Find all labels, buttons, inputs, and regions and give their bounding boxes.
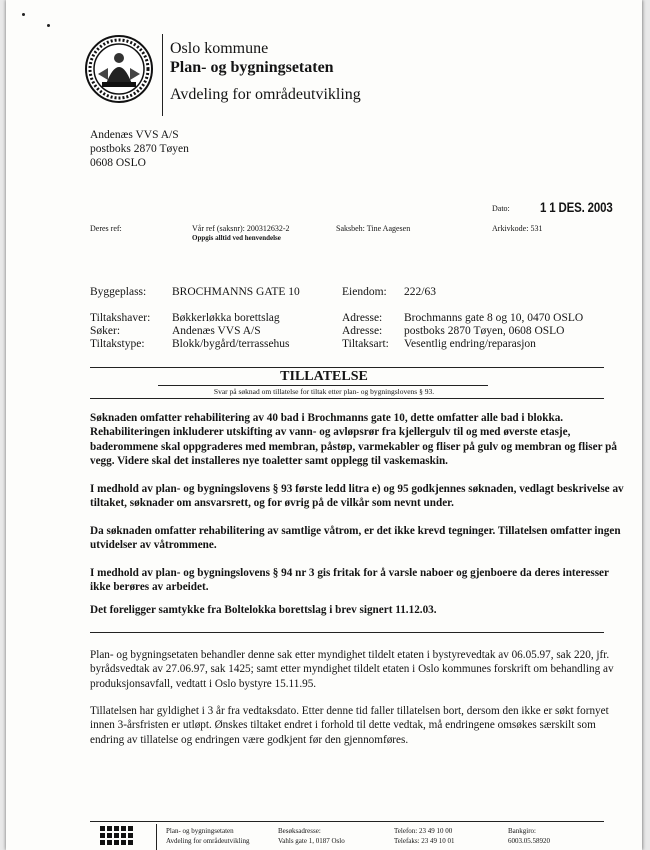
footer-divider — [156, 824, 157, 850]
oppgis-note: Oppgis alltid ved henvendelse — [192, 234, 281, 242]
letter-page — [6, 0, 642, 850]
recipient-address-2: 0608 OSLO — [90, 157, 146, 169]
decision-paragraph: I medhold av plan- og bygningslovens § 93 første ledd litra e) og 95 godkjennes søknaden, vedlagt beskrivelse av tiltaket, søknader om ansvarsrett, og for øvrig på de vilkår som nevnt under. — [90, 483, 624, 510]
adresse-value: postboks 2870 Tøyen, 0608 OSLO — [404, 325, 565, 337]
department-name: Avdeling for områdeutvikling — [170, 86, 361, 103]
soker-value: Andenæs VVS A/S — [172, 325, 261, 337]
tiltaksart-value: Vesentlig endring/reparasjon — [404, 338, 536, 350]
dato-label: Dato: — [492, 204, 510, 213]
tiltakstype-value: Blokk/bygård/terrassehus — [172, 338, 290, 350]
agency-name: Plan- og bygningsetaten — [170, 59, 334, 76]
title-rule-top — [90, 367, 604, 368]
recipient-address-1: postboks 2870 Tøyen — [90, 143, 189, 155]
footer-visit-label: Besøksadresse: — [278, 827, 321, 835]
footer-visit-address: Vahls gate 1, 0187 Oslo — [278, 837, 345, 845]
header-divider — [162, 34, 163, 116]
soker-label: Søker: — [90, 325, 121, 337]
eiendom-label: Eiendom: — [342, 286, 387, 298]
oslo-seal-icon — [84, 34, 154, 104]
scan-speck — [47, 24, 50, 27]
decision-subtitle: Svar på søknad om tillatelse for tiltak etter plan- og bygningslovens § 93. — [213, 387, 435, 396]
tiltakshaver-value: Bøkkerløkka borettslag — [172, 312, 280, 324]
adresse-label: Adresse: — [342, 312, 383, 324]
byggeplass-value: BROCHMANNS GATE 10 — [172, 286, 300, 298]
footer-telefon: Telefon: 23 49 10 00 — [394, 827, 453, 835]
section-rule — [90, 632, 604, 633]
decision-title: TILLATELSE — [280, 369, 368, 384]
deres-ref-label: Deres ref: — [90, 224, 122, 233]
decision-paragraph: Det foreligger samtykke fra Boltelokka borettslag i brev signert 11.12.03. — [90, 604, 437, 616]
scan-speck — [22, 13, 25, 16]
decision-paragraph: I medhold av plan- og bygningslovens § 94 nr 3 gis fritak for å varsle naboer og gjenboere da deres interesser ikke berøres av arbeidet. — [90, 567, 609, 594]
title-rule-bottom — [90, 398, 604, 399]
dato-stamp: 1 1 DES. 2003 — [540, 199, 613, 215]
decision-paragraph: Da søknaden omfatter rehabilitering av samtlige våtrom, er det ikke krevd tegninger. Tillatelsen omfatter ingen utvidelser av våtrommene. — [90, 525, 621, 552]
footer-rule — [90, 821, 604, 822]
agency-logo-icon — [100, 826, 133, 845]
validity-paragraph: Tillatelsen har gyldighet i 3 år fra vedtaksdato. Etter denne tid faller tillatelsen bort, dersom den ikke er søkt fornyet innen 3-årsfristen er utløpt. Ønskes tiltaket endret i forhold til dette vedtak, må endringene omsøkes særskilt som endring av tillatelse og endringen være godkjent før den gjennomføres. — [90, 705, 609, 746]
tiltakstype-label: Tiltakstype: — [90, 338, 145, 350]
adresse-label: Adresse: — [342, 325, 383, 337]
eiendom-value: 222/63 — [404, 286, 436, 298]
tiltaksart-label: Tiltaksart: — [342, 338, 389, 350]
authority-paragraph: Plan- og bygningsetaten behandler denne sak etter myndighet tildelt etaten i bystyrevedtak av 06.05.97, sak 220, jfr. byrådsvedtak av 27.06.97, sak 1425; samt etter myndighet tildelt etaten i Oslo kommunes forskrift om behandling av produksjonsavfall, vedtatt i Oslo bystyre 15.11.95. — [90, 649, 614, 690]
org-name: Oslo kommune — [170, 40, 269, 57]
arkivkode: Arkivkode: 531 — [492, 224, 543, 233]
footer-telefaks: Telefaks: 23 49 10 01 — [394, 837, 455, 845]
title-underline — [158, 385, 488, 386]
footer-agency: Plan- og bygningsetaten — [166, 827, 234, 835]
adresse-value: Brochmanns gate 8 og 10, 0470 OSLO — [404, 312, 584, 324]
tiltakshaver-label: Tiltakshaver: — [90, 312, 151, 324]
saksbehandler: Saksbeh: Tine Aagesen — [336, 224, 411, 233]
footer-department: Avdeling for områdeutvikling — [166, 837, 250, 845]
footer-bankgiro-value: 6003.05.58920 — [508, 837, 550, 845]
var-ref: Vår ref (saksnr): 200312632-2 — [192, 224, 290, 233]
decision-paragraph: Søknaden omfatter rehabilitering av 40 bad i Brochmanns gate 10, dette omfatter alle bad i blokka. Rehabiliteringen inkluderer utskifting av vann- og avløpsrør fra kjellergulv til og med øverste etasje, baderommene skal oppgraderes med membran, påstøp, varmekabler og fliser på gulv og membran og fliser på vegg. Videre skal det installeres nye toaletter samt opplegg til vaskemaskin. — [90, 412, 617, 468]
footer-bankgiro-label: Bankgiro: — [508, 827, 536, 835]
recipient-name: Andenæs VVS A/S — [90, 129, 179, 141]
byggeplass-label: Byggeplass: — [90, 286, 147, 298]
